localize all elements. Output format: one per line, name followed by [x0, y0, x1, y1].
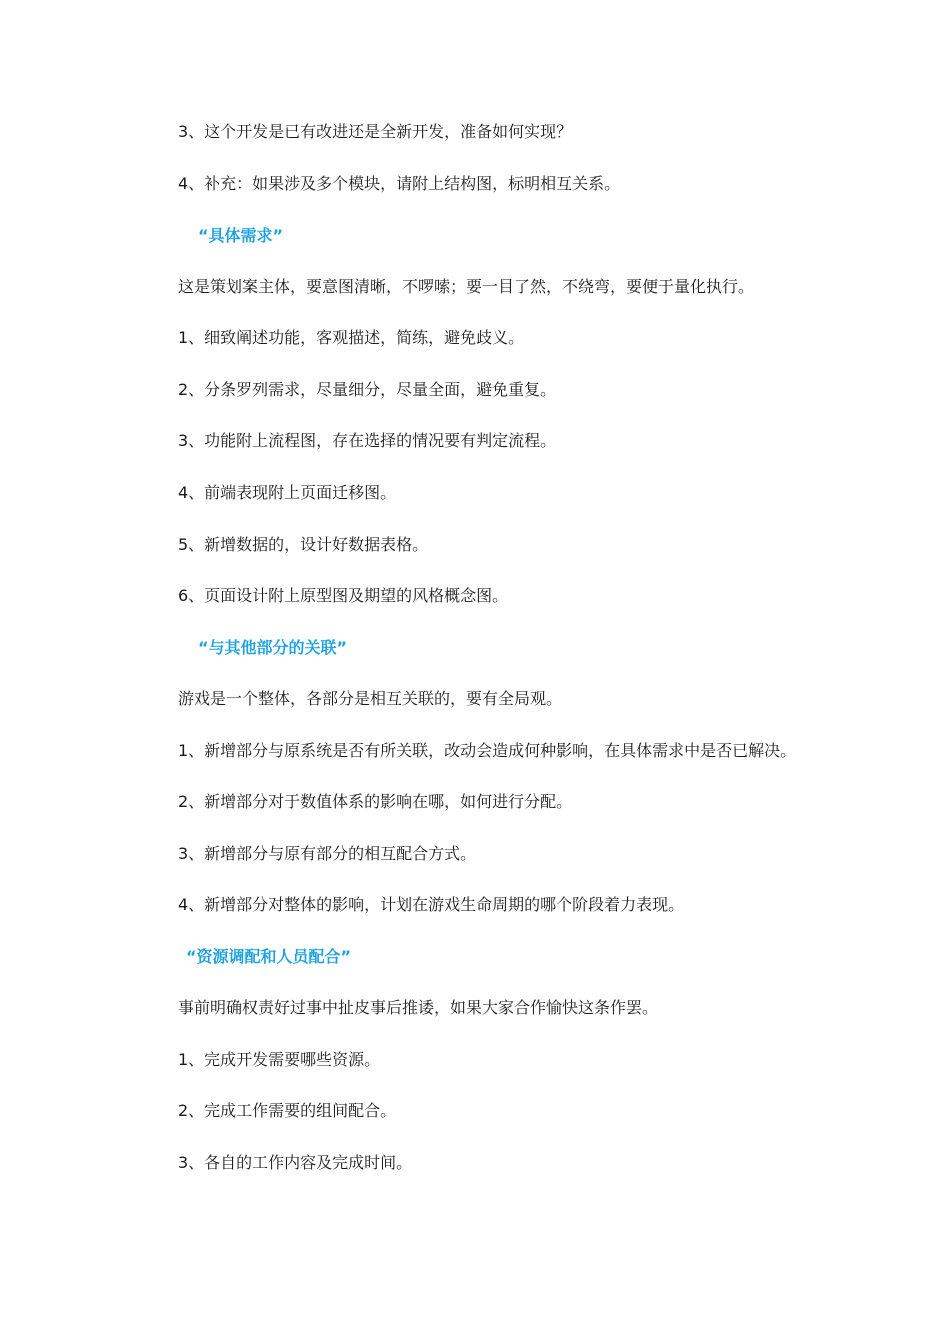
list-item: 3、新增部分与原有部分的相互配合方式。	[178, 844, 477, 863]
list-item: 3、这个开发是已有改进还是全新开发，准备如何实现？	[178, 122, 573, 141]
list-item: 4、前端表现附上页面迁移图。	[178, 483, 397, 502]
list-item: 5、新增数据的，设计好数据表格。	[178, 535, 429, 554]
list-item: 2、新增部分对于数值体系的影响在哪，如何进行分配。	[178, 792, 573, 811]
section-lead: 事前明确权责好过事中扯皮事后推诿，如果大家合作愉快这条作罢。	[178, 998, 659, 1017]
section-lead: 游戏是一个整体，各部分是相互关联的，要有全局观。	[178, 689, 563, 708]
section-lead: 这是策划案主体，要意图清晰，不啰嗦；要一目了然，不绕弯，要便于量化执行。	[178, 277, 755, 296]
list-item: 4、新增部分对整体的影响，计划在游戏生命周期的哪个阶段着力表现。	[178, 895, 685, 914]
list-item: 1、细致阐述功能，客观描述，简练，避免歧义。	[178, 328, 525, 347]
list-item: 4、补充：如果涉及多个模块，请附上结构图，标明相互关系。	[178, 174, 621, 193]
list-item: 1、完成开发需要哪些资源。	[178, 1050, 381, 1069]
list-item: 2、完成工作需要的组间配合。	[178, 1101, 397, 1120]
section-heading-requirements: “具体需求”	[198, 226, 284, 245]
list-item: 6、页面设计附上原型图及期望的风格概念图。	[178, 586, 509, 605]
list-item: 3、功能附上流程图，存在选择的情况要有判定流程。	[178, 431, 557, 450]
list-item: 2、分条罗列需求，尽量细分，尽量全面，避免重复。	[178, 380, 557, 399]
section-heading-resources: “资源调配和人员配合”	[186, 947, 352, 966]
list-item: 3、各自的工作内容及完成时间。	[178, 1153, 413, 1172]
list-item: 1、新增部分与原系统是否有所关联，改动会造成何种影响，在具体需求中是否已解决。	[178, 741, 797, 760]
section-heading-relations: “与其他部分的关联”	[198, 638, 348, 657]
